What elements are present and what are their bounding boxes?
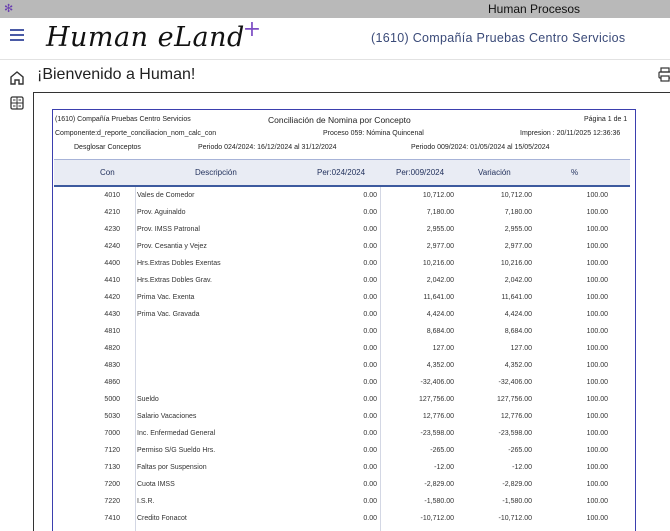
cell-var: -10,712.00 xyxy=(498,515,532,522)
cell-desc: Prov. IMSS Patronal xyxy=(137,226,200,233)
period-2: Periodo 009/2024: 01/05/2024 al 15/05/2024 xyxy=(411,144,550,151)
cell-p2: 10,216.00 xyxy=(422,260,454,267)
cell-pct: 100.00 xyxy=(586,345,608,352)
cell-p1: 0.00 xyxy=(363,447,377,454)
cell-con: 7120 xyxy=(104,447,120,454)
cell-p1: 0.00 xyxy=(363,192,377,199)
cell-pct: 100.00 xyxy=(586,260,608,267)
table-row xyxy=(54,409,630,426)
cell-con: 4010 xyxy=(104,192,120,199)
cell-p1: 0.00 xyxy=(363,396,377,403)
table-row xyxy=(54,239,630,256)
report-company: (1610) Compañía Pruebas Centro Servicios xyxy=(55,116,191,123)
cell-p2: 2,977.00 xyxy=(426,243,454,250)
table-row xyxy=(54,307,630,324)
cell-con: 4830 xyxy=(104,362,120,369)
logo-plus: + xyxy=(242,17,262,42)
cell-desc: Prima Vac. Exenta xyxy=(137,294,195,301)
cell-var: -265.00 xyxy=(508,447,532,454)
col-header-per2: Per:009/2024 xyxy=(396,168,445,177)
table-row xyxy=(54,443,630,460)
cell-p2: -2,829.00 xyxy=(424,481,454,488)
cell-p1: 0.00 xyxy=(363,311,377,318)
cell-var: 127.00 xyxy=(510,345,532,352)
cell-p1: 0.00 xyxy=(363,413,377,420)
cell-p2: 2,955.00 xyxy=(426,226,454,233)
cell-p2: -12.00 xyxy=(434,464,454,471)
cell-p1: 0.00 xyxy=(363,498,377,505)
report-print-date: Impresion : 20/11/2025 12:36:36 xyxy=(520,130,621,137)
cell-con: 5000 xyxy=(104,396,120,403)
cell-con: 4400 xyxy=(104,260,120,267)
period-1: Periodo 024/2024: 16/12/2024 al 31/12/2024 xyxy=(198,144,337,151)
cell-p2: 12,776.00 xyxy=(422,413,454,420)
cell-var: -23,598.00 xyxy=(498,430,532,437)
table-row xyxy=(54,205,630,222)
cell-p2: 4,352.00 xyxy=(426,362,454,369)
logo-text: Human eLand xyxy=(46,22,245,53)
app-icon: ✻ xyxy=(4,3,14,15)
table-row xyxy=(54,256,630,273)
cell-con: 4410 xyxy=(104,277,120,284)
hamburger-icon[interactable] xyxy=(10,29,24,41)
table-row xyxy=(54,290,630,307)
cell-pct: 100.00 xyxy=(586,192,608,199)
cell-p2: -1,580.00 xyxy=(424,498,454,505)
table-row xyxy=(54,273,630,290)
home-icon[interactable] xyxy=(9,70,25,86)
table-row xyxy=(54,324,630,341)
cell-desc: Prima Vac. Gravada xyxy=(137,311,200,318)
cell-con: 4210 xyxy=(104,209,120,216)
cell-pct: 100.00 xyxy=(586,226,608,233)
table-row xyxy=(54,375,630,392)
cell-con: 4420 xyxy=(104,294,120,301)
table-header xyxy=(54,159,630,187)
cell-var: 127,756.00 xyxy=(496,396,532,403)
cell-p1: 0.00 xyxy=(363,328,377,335)
cell-pct: 100.00 xyxy=(586,294,608,301)
cell-pct: 100.00 xyxy=(586,515,608,522)
window-title: Human Procesos xyxy=(488,2,581,16)
cell-p2: 11,641.00 xyxy=(423,294,454,301)
cell-var: 4,424.00 xyxy=(504,311,532,318)
cell-pct: 100.00 xyxy=(586,396,608,403)
cell-p2: 2,042.00 xyxy=(426,277,454,284)
cell-pct: 100.00 xyxy=(586,447,608,454)
table-row xyxy=(54,392,630,409)
cell-con: 4240 xyxy=(104,243,120,250)
cell-p1: 0.00 xyxy=(363,481,377,488)
cell-p1: 0.00 xyxy=(363,243,377,250)
cell-p2: 8,684.00 xyxy=(426,328,454,335)
table-row xyxy=(54,426,630,443)
cell-con: 4860 xyxy=(104,379,120,386)
cell-con: 4820 xyxy=(104,345,120,352)
col-header-descripcion: Descripción xyxy=(195,168,237,177)
cell-desc: Credito Fonacot xyxy=(137,515,187,522)
cell-p2: -265.00 xyxy=(430,447,454,454)
table-row xyxy=(54,222,630,239)
cell-var: -2,829.00 xyxy=(502,481,532,488)
cell-var: 10,712.00 xyxy=(500,192,532,199)
printer-icon[interactable] xyxy=(658,66,670,82)
cell-var: 2,977.00 xyxy=(504,243,532,250)
cell-desc: Cuota IMSS xyxy=(137,481,175,488)
cell-desc: Vales de Comedor xyxy=(137,192,195,199)
cell-p1: 0.00 xyxy=(363,515,377,522)
cell-desc: Prov. Cesantia y Vejez xyxy=(137,243,207,250)
cell-var: 7,180.00 xyxy=(504,209,532,216)
table-row xyxy=(54,460,630,477)
cell-desc: Sueldo xyxy=(137,396,159,403)
cell-p1: 0.00 xyxy=(363,464,377,471)
cell-desc: Hrs.Extras Dobles Grav. xyxy=(137,277,212,284)
col-header-pct: % xyxy=(571,168,579,177)
cell-pct: 100.00 xyxy=(586,430,608,437)
cell-var: 4,352.00 xyxy=(504,362,532,369)
cell-p1: 0.00 xyxy=(363,294,377,301)
cell-con: 4430 xyxy=(104,311,120,318)
cell-p2: 4,424.00 xyxy=(426,311,454,318)
cell-p1: 0.00 xyxy=(363,226,377,233)
cell-pct: 100.00 xyxy=(586,311,608,318)
cell-con: 4810 xyxy=(104,328,120,335)
cell-p1: 0.00 xyxy=(363,277,377,284)
logo xyxy=(46,17,264,53)
cell-desc: Inc. Enfermedad General xyxy=(137,430,216,437)
table-row xyxy=(54,477,630,494)
col-header-per1: Per:024/2024 xyxy=(317,168,366,177)
left-sidebar xyxy=(0,60,32,531)
cell-pct: 100.00 xyxy=(586,362,608,369)
cell-pct: 100.00 xyxy=(586,328,608,335)
cell-desc: Prov. Aguinaldo xyxy=(137,209,186,216)
welcome-heading: ¡Bienvenido a Human! xyxy=(37,66,196,83)
app-header xyxy=(0,18,670,60)
calculator-icon[interactable] xyxy=(9,95,25,111)
table-row xyxy=(54,188,630,205)
cell-var: -32,406.00 xyxy=(498,379,532,386)
cell-p1: 0.00 xyxy=(363,345,377,352)
cell-p1: 0.00 xyxy=(363,379,377,386)
col-header-con: Con xyxy=(100,168,115,177)
cell-con: 7200 xyxy=(104,481,120,488)
cell-desc: Faltas por Suspension xyxy=(137,464,207,471)
cell-desc: Salario Vacaciones xyxy=(137,413,197,420)
cell-pct: 100.00 xyxy=(586,379,608,386)
table-row xyxy=(54,358,630,375)
table-row xyxy=(54,494,630,511)
cell-var: 11,641.00 xyxy=(501,294,532,301)
cell-p2: -10,712.00 xyxy=(420,515,454,522)
cell-con: 7410 xyxy=(104,515,120,522)
cell-pct: 100.00 xyxy=(586,413,608,420)
cell-p1: 0.00 xyxy=(363,430,377,437)
report-component: Componente:d_reporte_conciliacion_nom_calc_con xyxy=(55,130,217,137)
cell-pct: 100.00 xyxy=(586,481,608,488)
cell-p2: -23,598.00 xyxy=(420,430,454,437)
cell-con: 5030 xyxy=(104,413,120,420)
report-process: Proceso 059: Nómina Quincenal xyxy=(323,130,424,137)
window-titlebar xyxy=(0,0,670,18)
cell-p2: 127,756.00 xyxy=(418,396,454,403)
cell-con: 4230 xyxy=(104,226,120,233)
cell-pct: 100.00 xyxy=(586,209,608,216)
cell-pct: 100.00 xyxy=(586,243,608,250)
company-name: (1610) Compañía Pruebas Centro Servicios xyxy=(371,31,626,45)
cell-var: -1,580.00 xyxy=(502,498,532,505)
cell-p2: 7,180.00 xyxy=(426,209,454,216)
cell-desc: I.S.R. xyxy=(137,498,155,505)
cell-p1: 0.00 xyxy=(363,209,377,216)
cell-pct: 100.00 xyxy=(586,498,608,505)
cell-var: 2,042.00 xyxy=(504,277,532,284)
cell-con: 7130 xyxy=(104,464,120,471)
cell-var: 12,776.00 xyxy=(500,413,532,420)
cell-con: 7220 xyxy=(104,498,120,505)
cell-p1: 0.00 xyxy=(363,362,377,369)
table-row xyxy=(54,341,630,358)
breakdown-label: Desglosar Conceptos xyxy=(74,144,141,151)
cell-pct: 100.00 xyxy=(586,277,608,284)
cell-desc: Hrs.Extras Dobles Exentas xyxy=(137,260,221,267)
cell-var: 8,684.00 xyxy=(504,328,532,335)
cell-p2: 127.00 xyxy=(432,345,454,352)
cell-var: 10,216.00 xyxy=(500,260,532,267)
cell-con: 7000 xyxy=(104,430,120,437)
cell-p2: -32,406.00 xyxy=(420,379,454,386)
cell-p2: 10,712.00 xyxy=(422,192,454,199)
col-header-variacion: Variación xyxy=(478,168,511,177)
report-page-number: Página 1 de 1 xyxy=(584,116,628,123)
cell-p1: 0.00 xyxy=(363,260,377,267)
cell-var: -12.00 xyxy=(512,464,532,471)
cell-desc: Permiso S/G Sueldo Hrs. xyxy=(137,447,216,454)
cell-pct: 100.00 xyxy=(586,464,608,471)
cell-var: 2,955.00 xyxy=(504,226,532,233)
report-title: Conciliación de Nomina por Concepto xyxy=(268,115,411,125)
table-row xyxy=(54,511,630,528)
